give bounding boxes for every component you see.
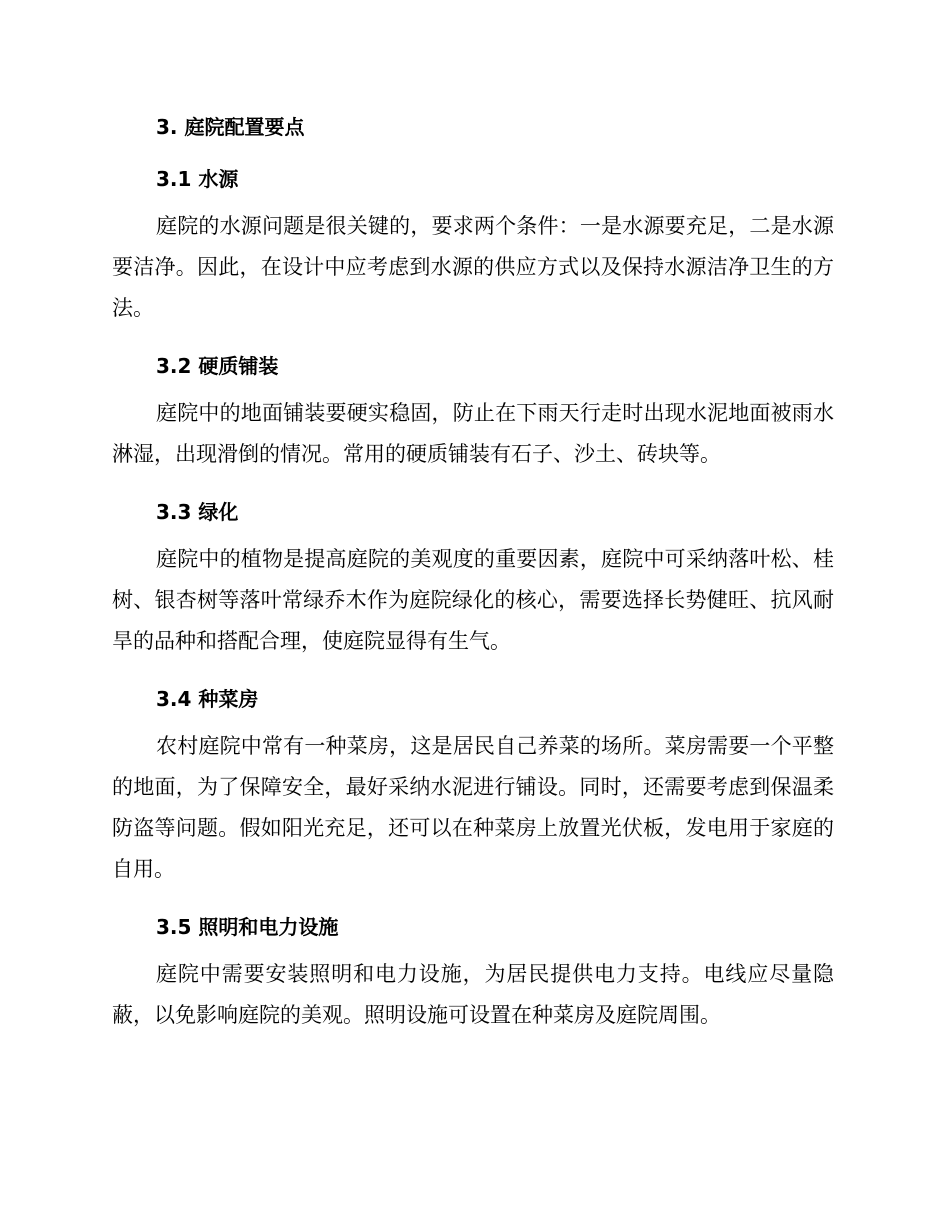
paragraph-greening: 庭院中的植物是提高庭院的美观度的重要因素，庭院中可采纳落叶松、桂树、银杏树等落叶常绿乔木作为庭院绿化的核心，需要选择长势健旺、抗风耐旱的品种和搭配合理，使庭院显得有生气。: [112, 547, 834, 653]
paragraph-water: 庭院的水源问题是很关键的，要求两个条件：一是水源要充足，二是水源要洁净。因此，在设计中应考虑到水源的供应方式以及保持水源洁净卫生的方法。: [112, 214, 834, 320]
subsection-title-paving: 3.2 硬质铺装: [156, 354, 279, 378]
subsection-title-greening: 3.3 绿化: [156, 500, 239, 524]
paragraph-vegetable-house: 农村庭院中常有一种菜房，这是居民自己养菜的场所。菜房需要一个平整的地面，为了保障安全，最好采纳水泥进行铺设。同时，还需要考虑到保温柔防盗等问题。假如阳光充足，还可以在种菜房上放置光伏板，发电用于家庭的自用。: [112, 734, 834, 881]
subsection-title-water: 3.1 水源: [156, 167, 239, 191]
subsection-title-lighting-power: 3.5 照明和电力设施: [156, 915, 339, 939]
section-title: 3. 庭院配置要点: [156, 115, 305, 139]
paragraph-lighting-power: 庭院中需要安装照明和电力设施，为居民提供电力支持。电线应尽量隐蔽，以免影响庭院的美观。照明设施可设置在种菜房及庭院周围。: [112, 962, 834, 1027]
subsection-title-vegetable-house: 3.4 种菜房: [156, 687, 259, 711]
paragraph-paving: 庭院中的地面铺装要硬实稳固，防止在下雨天行走时出现水泥地面被雨水淋湿，出现滑倒的情况。常用的硬质铺装有石子、沙土、砖块等。: [112, 401, 834, 466]
document-body: [112, 112, 834, 1036]
